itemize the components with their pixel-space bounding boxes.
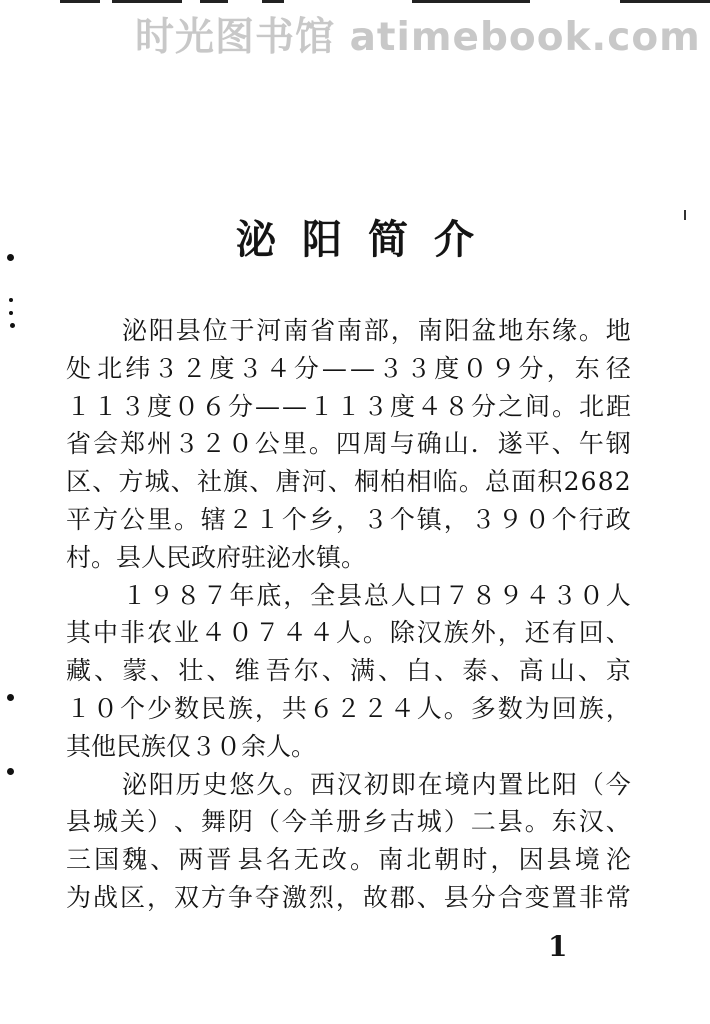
text-line: 平 方 公 里 。 辖 ２ １ 个 乡 ， ３ 个 镇 ， ３ ９ ０ 个 行 政 <box>66 504 631 534</box>
margin-dot <box>7 768 14 775</box>
text-line: 藏 、 蒙 、 壮 、 维 吾 尔 、 满 、 白 、 泰 、 高 山 、 京 <box>66 656 631 686</box>
margin-dot <box>10 323 15 328</box>
text-line: 泌 阳 历 史 悠 久 。 西 汉 初 即 在 境 内 置 比 阳 （ 今 <box>122 769 631 799</box>
text-line: 泌 阳 县 位 于 河 南 省 南 部 ， 南 阳 盆 地 东 缘 。 地 <box>122 316 631 345</box>
page-title: 泌阳简介 <box>236 217 500 263</box>
text-line: 其他民族仅３０余人。 <box>66 731 317 761</box>
top-edge-rule <box>620 0 710 3</box>
text-line: 三 国 魏 、 两 晋 县 名 无 改 。 南 北 朝 时 ， 因 县 境 沦 <box>66 845 631 875</box>
top-edge-rule <box>112 0 182 3</box>
text-line: 处 北 纬 ３ ２ 度 ３ ４ 分 — — ３ ３ 度 ０ ９ 分 ， 东 径 <box>66 353 631 383</box>
text-line: 省 会 郑 州 ３ ２ ０ 公 里 。 四 周 与 确 山 ． 遂 平 、 午 钢 <box>66 429 631 459</box>
text-line: 为 战 区 ， 双 方 争 夺 激 烈 ， 故 郡 、 县 分 合 变 置 非 常 <box>66 882 631 912</box>
top-edge-rule <box>200 0 228 3</box>
body-text <box>66 312 631 917</box>
margin-dot <box>9 311 13 315</box>
text-line: １ ０ 个 少 数 民 族 ， 共 ６ ２ ２ ４ 人 。 多 数 为 回 族 ， <box>66 693 631 723</box>
margin-dot <box>7 694 14 701</box>
top-edge-rule <box>60 0 100 3</box>
text-line: １ ９ ８ ７ 年 底 ， 全 县 总 人 口 ７ ８ ９ ４ ３ ０ 人 <box>122 580 631 610</box>
text-line: 其 中 非 农 业 ４ ０ ７ ４ ４ 人 。 除 汉 族 外 ， 还 有 回 、 <box>66 618 631 648</box>
text-line: 区 、 方 城 、 社 旗 、 唐 河 、 桐 柏 相 临 。 总 面 积 2 6 8 2 <box>66 467 631 497</box>
text-line: １ １ ３ 度 ０ ６ 分 — — １ １ ３ 度 ４ ８ 分 之 间 。 北 距 <box>66 391 631 421</box>
top-edge-rule <box>262 0 284 3</box>
watermark: 时光图书馆 atimebook.com <box>135 15 701 60</box>
text-line: 村。县人民政府驻泌水镇。 <box>66 542 367 572</box>
page-number: 1 <box>548 930 568 963</box>
text-line: 县 城 关 ） 、 舞 阴 （ 今 羊 册 乡 古 城 ） 二 县 。 东 汉 、 <box>66 807 631 837</box>
top-edge-rule <box>412 0 530 3</box>
margin-dot <box>9 298 13 302</box>
